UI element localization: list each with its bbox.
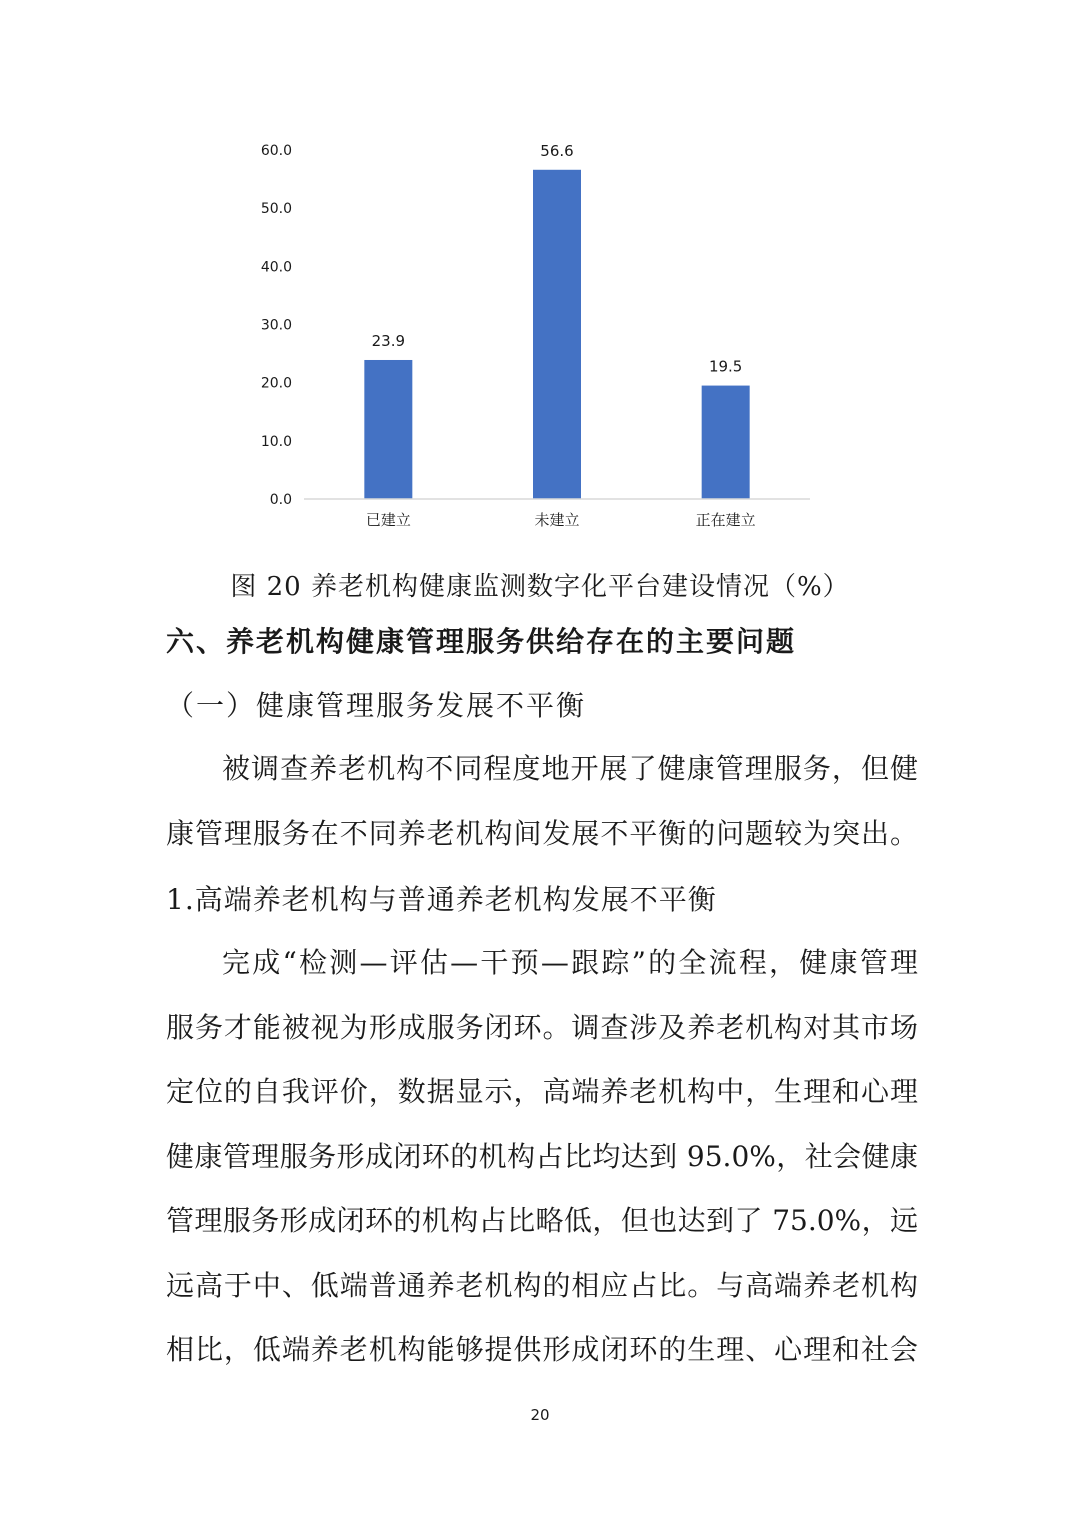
data-label: 56.6: [540, 141, 574, 160]
x-tick-label: 已建立: [365, 511, 411, 529]
y-tick-label: 60.0: [260, 143, 292, 159]
data-label: 23.9: [371, 331, 406, 350]
x-tick-label: 未建立: [534, 511, 580, 529]
y-tick-label: 40.0: [260, 259, 292, 276]
bar: [702, 386, 750, 499]
paragraph-2: [166, 931, 918, 1383]
figure-caption: 图 20 养老机构健康监测数字化平台建设情况（%）: [230, 572, 850, 602]
bar: [364, 360, 412, 499]
para1-line: 康管理服务在不同养老机构间发展不平衡的问题较为突出。: [166, 816, 918, 850]
page-number: 20: [530, 1406, 550, 1424]
y-tick-label: 10.0: [260, 433, 292, 450]
bars: [364, 142, 749, 499]
para1-line: 被调查养老机构不同程度地开展了健康管理服务，但健: [222, 752, 918, 785]
para2-line: 定位的自我评价，数据显示，高端养老机构中，生理和心理: [166, 1075, 918, 1108]
y-tick-label: 20.0: [260, 375, 292, 392]
para2-line: 远高于中、低端普通养老机构的相应占比。与高端养老机构: [166, 1268, 918, 1302]
bar: [533, 170, 581, 499]
section-heading: 六、养老机构健康管理服务供给存在的主要问题: [166, 625, 797, 658]
para2-line: 相比，低端养老机构能够提供形成闭环的生理、心理和社会: [166, 1333, 918, 1366]
y-tick-label: 30.0: [260, 317, 292, 334]
para2-line: 服务才能被视为形成服务闭环。调查涉及养老机构对其市场: [166, 1010, 918, 1044]
item-heading: 1.高端养老机构与普通养老机构发展不平衡: [166, 883, 717, 916]
bar-chart: [240, 130, 840, 540]
x-axis: [304, 499, 810, 529]
subsection-heading: （一）健康管理服务发展不平衡: [166, 689, 587, 722]
y-axis: [261, 143, 292, 508]
paragraph-1: [166, 737, 918, 866]
para2-line: 管理服务形成闭环的机构占比略低，但也达到了 75.0%，远: [166, 1204, 918, 1237]
para2-line: 完成“检测—评估—干预—跟踪”的全流程，健康管理: [222, 946, 918, 979]
y-tick-label: 50.0: [260, 201, 292, 218]
para2-line: 健康管理服务形成闭环的机构占比均达到 95.0%，社会健康: [166, 1139, 918, 1173]
x-tick-label: 正在建立: [695, 511, 756, 529]
data-label: 19.5: [708, 357, 743, 376]
y-tick-label: 0.0: [269, 492, 292, 508]
